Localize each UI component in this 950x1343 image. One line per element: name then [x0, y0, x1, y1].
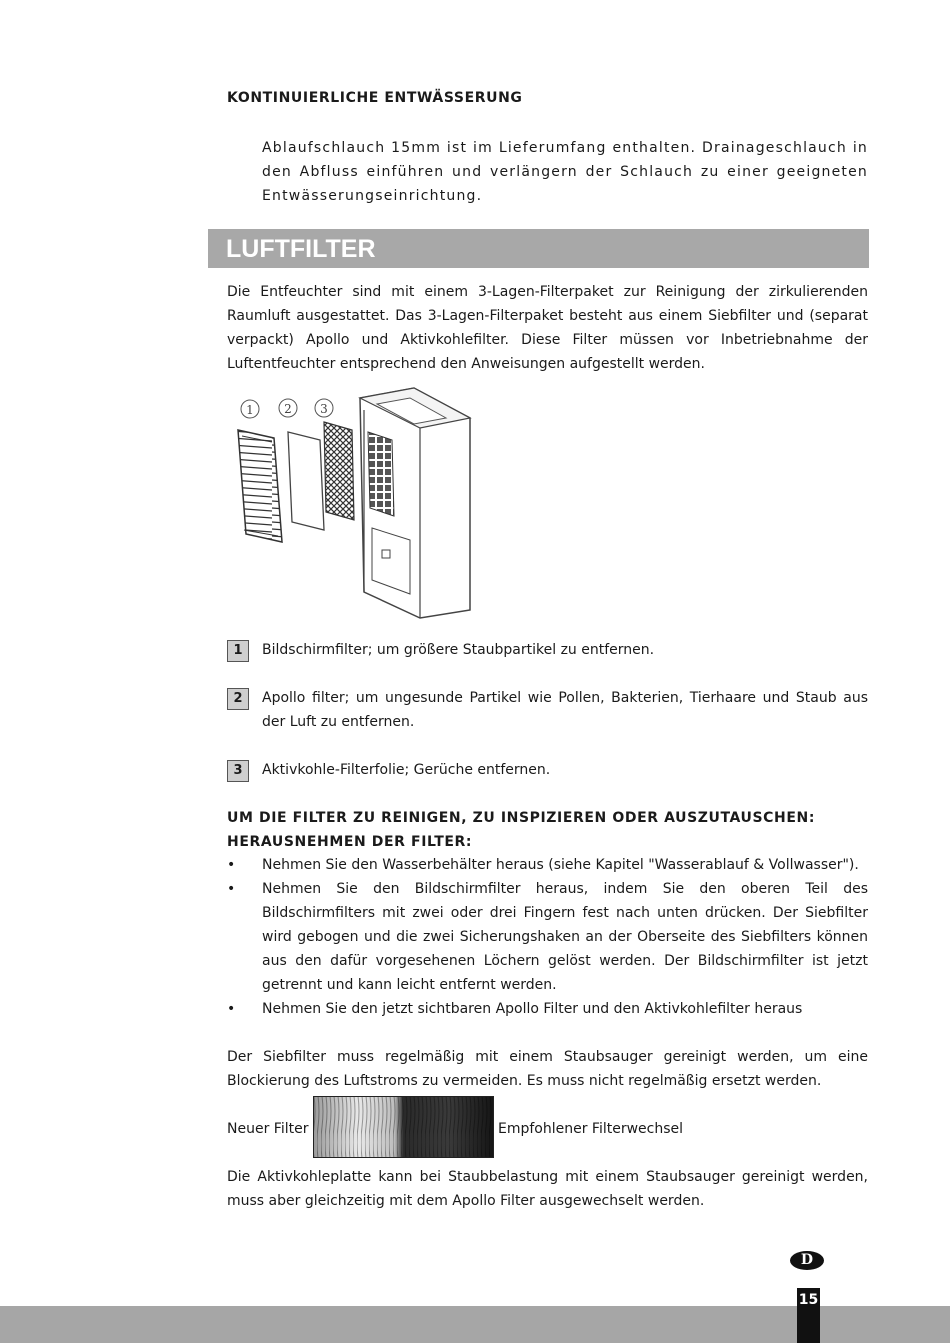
item-text-1: Bildschirmfilter; um größere Staubpartikel zu entfernen.	[262, 642, 655, 658]
dehumidifier-drawing	[360, 388, 470, 618]
item-text-3: Aktivkohle-Filterfolie; Gerüche entfernen.	[262, 762, 551, 778]
item-number-2: 2	[227, 688, 249, 710]
filter-intro-text: Die Entfeuchter sind mit einem 3-Lagen-Filterpaket zur Reinigung der zirkulierenden Raumluft ausgestattet. Das 3-Lagen-Filterpaket besteht aus einem Siebfilter und (separat verpackt) Apollo und Aktivkohlefilter. Diese Filter müssen vor Inbetriebnahme der Luftentfeuchter entsprechend den Anweisungen aufgestellt werden.	[227, 284, 868, 372]
drainage-text: Ablaufschlauch 15mm ist im Lieferumfang enthalten. Drainageschlauch in den Abfluss einführen und verlängern der Schlauch zu einer geeigneten Entwässerungseinrichtung.	[262, 140, 868, 204]
filter-assembly-diagram	[232, 380, 482, 625]
bullet-marker: •	[227, 857, 236, 873]
section-title: LUFTFILTER	[226, 235, 376, 263]
recommended-change-label: Empfohlener Filterwechsel	[498, 1121, 684, 1137]
filter-comparison-photo	[313, 1096, 494, 1158]
screen-filter-drawing	[238, 430, 282, 542]
item-text-2: Apollo filter; um ungesunde Partikel wie Pollen, Bakterien, Tierhaare und Staub aus der Luft zu entfernen.	[262, 690, 868, 730]
language-badge: D	[790, 1251, 824, 1270]
screen-filter-cleaning-text: Der Siebfilter muss regelmäßig mit einem Staubsauger gereinigt werden, um eine Blockierung des Luftstroms zu vermeiden. Es muss nicht regelmäßig ersetzt werden.	[227, 1049, 868, 1089]
cleaning-heading: UM DIE FILTER ZU REINIGEN, ZU INSPIZIEREN ODER AUSZUTAUSCHEN:	[227, 810, 816, 826]
removal-heading: HERAUSNEHMEN DER FILTER:	[227, 834, 473, 850]
diagram-label-1	[241, 400, 259, 418]
bullet-text-1: Nehmen Sie den Wasserbehälter heraus (siehe Kapitel "Wasserablauf & Vollwasser").	[262, 857, 859, 873]
page-number: 15	[797, 1288, 820, 1343]
item-number-1: 1	[227, 640, 249, 662]
bullet-text-3: Nehmen Sie den jetzt sichtbaren Apollo Filter und den Aktivkohlefilter heraus	[262, 1001, 803, 1017]
item-number-3: 3	[227, 760, 249, 782]
diagram-label-3	[315, 399, 333, 417]
bullet-text-2: Nehmen Sie den Bildschirmfilter heraus, indem Sie den oberen Teil des Bildschirmfilters mit zwei oder drei Fingern fest nach unten drücken. Der Siebfilter wird gebogen und die zwei Sicherungshaken an der Oberseite des Siebfilters können aus den dafür vorgesehenen Löchern gelöst werden. Der Bildschirmfilter ist jetzt getrennt und kann leicht entfernt werden.	[262, 881, 868, 993]
bullet-marker: •	[227, 1001, 236, 1017]
svg-text:1: 1	[246, 403, 254, 417]
section-title-band	[208, 229, 869, 268]
new-filter-label: Neuer Filter	[227, 1121, 309, 1137]
apollo-filter-drawing	[288, 432, 324, 530]
svg-text:3: 3	[320, 402, 328, 416]
bullet-marker: •	[227, 881, 236, 897]
svg-text:2: 2	[284, 402, 292, 416]
carbon-filter-cleaning-text: Die Aktivkohleplatte kann bei Staubbelastung mit einem Staubsauger gereinigt werden, muss aber gleichzeitig mit dem Apollo Filter ausgewechselt werden.	[227, 1169, 868, 1209]
section-heading-drainage: KONTINUIERLICHE ENTWÄSSERUNG	[227, 90, 523, 106]
diagram-label-2	[279, 399, 297, 417]
carbon-filter-drawing	[324, 422, 354, 520]
